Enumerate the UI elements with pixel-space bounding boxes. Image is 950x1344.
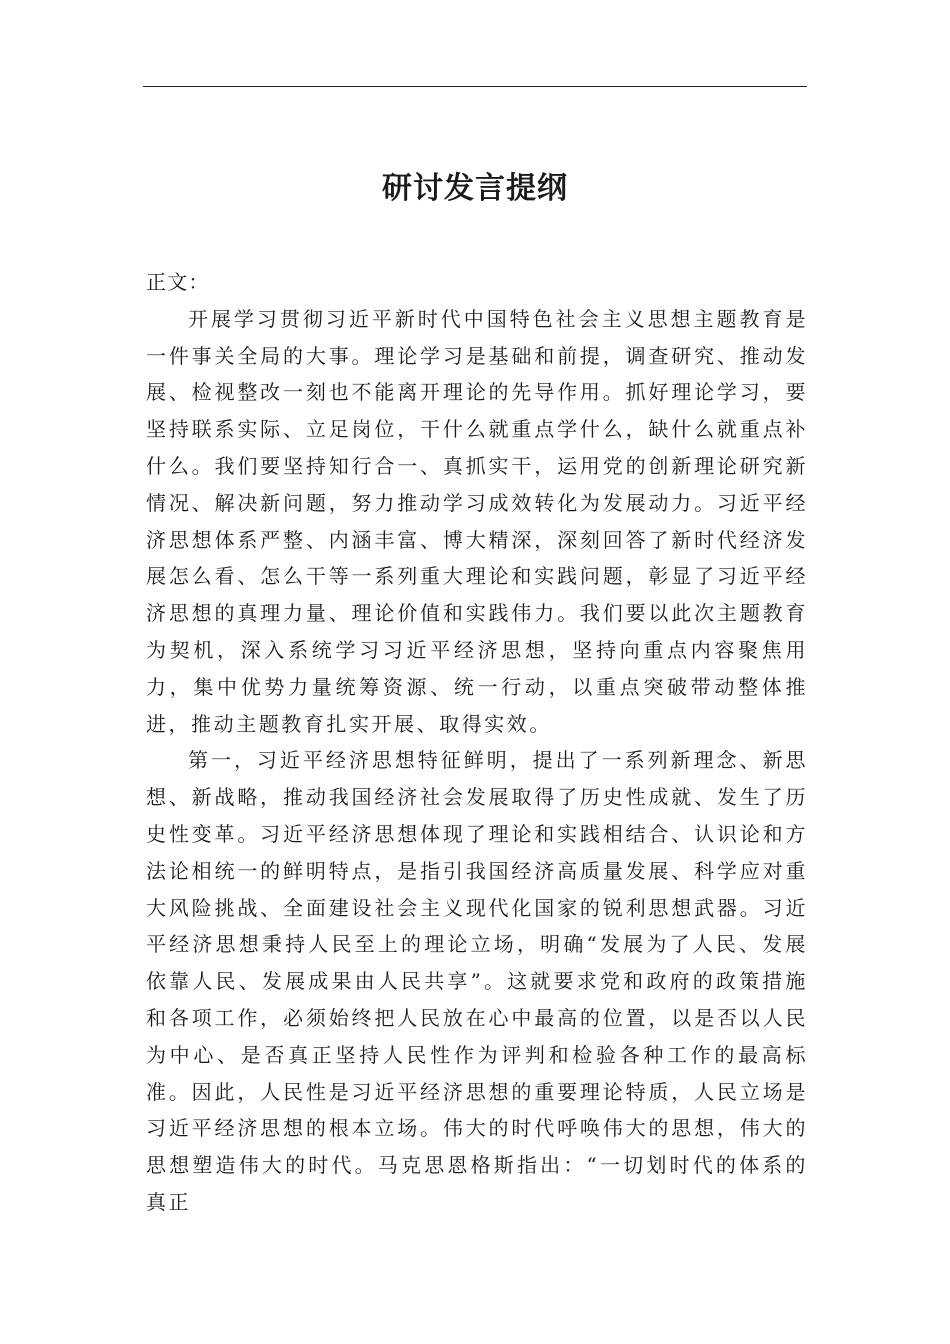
body-label: 正文：: [146, 270, 210, 294]
document-title: 研讨发言提纲: [382, 171, 568, 206]
paragraph-first-point: 第一，习近平经济思想特征鲜明，提出了一系列新理念、新思想、新战略，推动我国经济社会发展取得了历史性成就、发生了历史性变革。习近平经济思想体现了理论和实践相结合、认识论和方法论相统一的鲜明特点，是指引我国经济高质量发展、科学应对重大风险挑战、全面建设社会主义现代化国家的锐利思想武器。习近平经济思想秉持人民至上的理论立场，明确“发展为了人民、发展依靠人民、发展成果由人民共享”。这就要求党和政府的政策措施和各项工作，必须始终把人民放在心中最高的位置，以是否以人民为中心、是否真正坚持人民性作为评判和检验各种工作的最高标准。因此，人民性是习近平经济思想的重要理论特质，人民立场是习近平经济思想的根本立场。伟大的时代呼唤伟大的思想，伟大的思想塑造伟大的时代。马克思恩格斯指出：“一切划时代的体系的真正: [146, 748, 808, 1214]
document-body: [146, 264, 808, 1221]
header-rule: [143, 86, 807, 87]
paragraph-intro: 开展学习贯彻习近平新时代中国特色社会主义思想主题教育是一件事关全局的大事。理论学习是基础和前提，调查研究、推动发展、检视整改一刻也不能离开理论的先导作用。抓好理论学习，要坚持联系实际、立足岗位，干什么就重点学什么，缺什么就重点补什么。我们要坚持知行合一、真抓实干，运用党的创新理论研究新情况、解决新问题，努力推动学习成效转化为发展动力。习近平经济思想体系严整、内涵丰富、博大精深，深刻回答了新时代经济发展怎么看、怎么干等一系列重大理论和实践问题，彰显了习近平经济思想的真理力量、理论价值和实践伟力。我们要以此次主题教育为契机，深入系统学习习近平经济思想，坚持向重点内容聚焦用力，集中优势力量统筹资源、统一行动，以重点突破带动整体推进，推动主题教育扎实开展、取得实效。: [146, 306, 808, 736]
